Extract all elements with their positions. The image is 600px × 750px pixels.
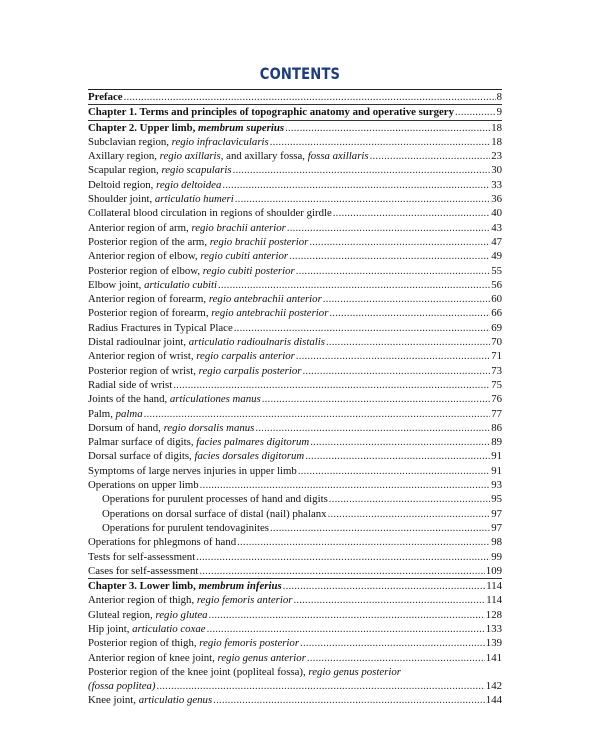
dot-leader [300, 636, 485, 650]
dot-leader [196, 550, 490, 564]
entry-title [88, 378, 172, 392]
toc-chapter-entry[interactable] [88, 90, 502, 104]
entry-title-latin: regio cubiti anterior [200, 250, 289, 263]
dot-leader [326, 335, 490, 349]
page-number: 71 [491, 350, 502, 363]
entry-title [88, 449, 304, 463]
toc-entry[interactable] [88, 593, 502, 607]
toc-entry[interactable] [88, 665, 502, 694]
dot-leader [298, 464, 490, 478]
entry-title-latin: (fossa poplitea) [88, 680, 156, 693]
entry-title [88, 478, 199, 492]
dot-leader [296, 264, 490, 278]
page-number: 114 [486, 594, 502, 607]
entry-title [88, 593, 292, 607]
entry-title [88, 105, 454, 119]
entry-title-latin: regio antebrachii anterior [208, 293, 322, 306]
toc-entry[interactable] [88, 206, 502, 220]
entry-title-text: Operations on upper limb [88, 479, 199, 492]
dot-leader [328, 507, 491, 521]
entry-title-text: Hip joint, [88, 622, 133, 635]
dot-leader [200, 478, 491, 492]
toc-entry[interactable] [88, 163, 502, 177]
entry-title-latin: regio glutea [155, 608, 208, 621]
entry-title [88, 608, 208, 622]
toc-entry[interactable] [88, 135, 502, 149]
toc-entry[interactable] [88, 235, 502, 249]
dot-leader [333, 206, 490, 220]
page-number: 43 [491, 221, 502, 234]
entry-title-text: Posterior region of the knee joint (popliteal fossa), [88, 665, 309, 678]
dot-leader [310, 435, 490, 449]
toc-entry[interactable] [88, 378, 502, 392]
page-number: 91 [491, 450, 502, 463]
dot-leader [255, 421, 490, 435]
entry-title [88, 636, 299, 650]
entry-title [88, 579, 282, 593]
entry-title-text: Subclavian region, [88, 135, 172, 148]
dot-leader [302, 364, 490, 378]
toc-entry[interactable] [88, 364, 502, 378]
page-number: 66 [491, 307, 502, 320]
entry-title-latin: regio brachii posterior [209, 235, 309, 248]
toc-entry[interactable] [88, 521, 502, 535]
entry-title-text: Scapular region, [88, 164, 162, 177]
entry-title-latin: articulatio cubiti [144, 278, 217, 291]
entry-title-text: Collateral blood circulation in regions of shoulder girdle [88, 207, 332, 220]
page-number: 97 [491, 507, 502, 520]
entry-title-text: Posterior region of the arm, [88, 235, 210, 248]
toc-entry[interactable] [88, 535, 502, 549]
entry-title [88, 121, 284, 135]
page-number: 56 [491, 278, 502, 291]
toc-entry[interactable] [88, 192, 502, 206]
page-number: 141 [485, 651, 502, 664]
entry-title-text: Posterior region of elbow, [88, 264, 203, 277]
page-number: 69 [491, 321, 502, 334]
entry-title [88, 693, 212, 707]
entry-title [88, 622, 206, 636]
entry-title [88, 163, 232, 177]
dot-leader [329, 306, 490, 320]
dot-leader [156, 679, 484, 693]
toc-entry[interactable] [88, 492, 502, 506]
dot-leader [370, 149, 491, 163]
page-number: 95 [491, 493, 502, 506]
toc-entry[interactable] [88, 264, 502, 278]
entry-title-text: Distal radioulnar joint, [88, 336, 189, 349]
entry-title [88, 335, 325, 349]
dot-leader [144, 407, 491, 421]
page-number: 144 [485, 694, 502, 707]
entry-title-text: Anterior region of forearm, [88, 293, 209, 306]
entry-title-latin: regio cubiti posterior [202, 264, 295, 277]
dot-leader [199, 564, 484, 578]
entry-title [88, 206, 332, 220]
toc-entry[interactable] [88, 278, 502, 292]
entry-title [88, 135, 269, 149]
entry-title [88, 278, 217, 292]
entry-title-latin: regio dorsalis manus [163, 421, 255, 434]
entry-title-latin: regio infraclavicularis [171, 135, 269, 148]
page-number: 60 [491, 293, 502, 306]
dot-leader [124, 90, 496, 104]
page-number: 142 [485, 680, 502, 693]
entry-title-latin: regio carpalis posterior [198, 364, 302, 377]
entry-title-latin: articulatio humeri [154, 193, 234, 206]
entry-title-latin: regio carpalis anterior [196, 350, 295, 363]
entry-title-text: Palm, [88, 407, 116, 420]
entry-title [88, 292, 322, 306]
toc-list [88, 90, 502, 708]
page-number: 18 [491, 121, 502, 134]
entry-title-text: Deltoid region, [88, 178, 157, 191]
entry-title-latin: regio femoris anterior [196, 594, 293, 607]
entry-title [88, 235, 308, 249]
entry-title [88, 321, 233, 335]
toc-entry[interactable] [88, 221, 502, 235]
dot-leader [309, 235, 490, 249]
toc-entry[interactable] [88, 392, 502, 406]
toc-entry[interactable] [88, 449, 502, 463]
page-number: 40 [491, 207, 502, 220]
dot-leader [270, 521, 490, 535]
entry-title-text: Operations for purulent tendovaginites [102, 521, 270, 534]
page-number: 139 [485, 637, 502, 650]
entry-title-text: Cases for self-assessment [88, 564, 199, 577]
page-number: 55 [491, 264, 502, 277]
entry-title-latin: fossa axillaris [307, 150, 369, 163]
entry-title-text: Symptoms of large nerves injuries in upper limb [88, 464, 297, 477]
entry-title-text: Preface [88, 91, 123, 103]
dot-leader [285, 121, 490, 135]
toc-entry[interactable] [88, 306, 502, 320]
entry-title [88, 364, 301, 378]
entry-title [88, 435, 309, 449]
entry-title [88, 464, 297, 478]
entry-title-text: Dorsal surface of digits, [88, 450, 195, 463]
entry-title-latin: regio scapularis [161, 164, 232, 177]
toc-entry[interactable] [88, 178, 502, 192]
entry-title [88, 407, 143, 421]
toc-entry[interactable] [88, 249, 502, 263]
entry-title-text: Shoulder joint, [88, 193, 155, 206]
entry-title [88, 90, 123, 104]
entry-title-text: Chapter 2. Upper limb, [88, 121, 198, 134]
dot-leader [287, 221, 490, 235]
page-title: CONTENTS [259, 64, 341, 83]
entry-title-text: Posterior region of forearm, [88, 307, 212, 320]
dot-leader [262, 392, 490, 406]
dot-leader [323, 292, 490, 306]
entry-title-latin: membrum superius [197, 121, 285, 134]
dot-leader [233, 163, 491, 177]
entry-title [88, 535, 236, 549]
entry-title [88, 264, 295, 278]
page-number: 98 [491, 536, 502, 549]
entry-title-text: Operations for phlegmons of hand [88, 536, 237, 549]
entry-title [88, 651, 306, 665]
dot-leader [283, 579, 486, 593]
toc-entry[interactable] [88, 321, 502, 335]
entry-title-latin: regio femoris posterior [199, 637, 300, 650]
dot-leader [296, 349, 490, 363]
entry-title-latin: regio deltoidea [156, 178, 222, 191]
entry-title-text: Anterior region of elbow, [88, 250, 201, 263]
entry-title-latin: regio genus anterior [217, 651, 306, 664]
toc-entry[interactable] [88, 693, 502, 707]
dot-leader [270, 135, 490, 149]
dot-leader [207, 622, 485, 636]
toc-entry[interactable] [88, 651, 502, 665]
toc-entry[interactable] [88, 464, 502, 478]
dot-leader [305, 449, 490, 463]
page-number: 133 [485, 622, 502, 635]
entry-title-text: Anterior region of arm, [88, 221, 192, 234]
toc-entry[interactable] [88, 435, 502, 449]
toc-entry[interactable] [88, 292, 502, 306]
toc-entry[interactable] [88, 149, 502, 163]
entry-title-text: Anterior region of wrist, [88, 350, 197, 363]
dot-leader [307, 651, 485, 665]
entry-title [88, 392, 261, 406]
page-number: 109 [485, 564, 502, 577]
entry-title-text: Chapter 3. Lower limb, [88, 580, 199, 593]
dot-leader [293, 593, 485, 607]
toc-entry[interactable] [88, 335, 502, 349]
page-number: 128 [485, 608, 502, 621]
entry-line-2 [88, 679, 502, 693]
entry-title-text: Elbow joint, [88, 278, 145, 291]
entry-title [88, 550, 195, 564]
page-number: 76 [491, 393, 502, 406]
toc-entry[interactable] [88, 421, 502, 435]
entry-title-text: Posterior region of wrist, [88, 364, 199, 377]
entry-title [88, 149, 369, 163]
toc-chapter-entry[interactable] [88, 578, 502, 593]
dot-leader [237, 535, 490, 549]
page-number: 36 [491, 193, 502, 206]
entry-title-latin: articulatio coxae [132, 622, 206, 635]
dot-leader [455, 105, 496, 119]
entry-title [88, 421, 254, 435]
entry-title [88, 249, 288, 263]
page-number: 75 [491, 378, 502, 391]
page-number: 73 [491, 364, 502, 377]
entry-title-text: and axillary fossa, [223, 150, 308, 163]
page-number: 49 [491, 250, 502, 263]
dot-leader [213, 693, 485, 707]
entry-title-latin: regio brachii anterior [191, 221, 286, 234]
toc-entry[interactable] [88, 622, 502, 636]
dot-leader [329, 492, 490, 506]
page-number: 23 [491, 150, 502, 163]
toc-entry[interactable] [88, 608, 502, 622]
dot-leader [218, 278, 490, 292]
page-number: 9 [496, 106, 502, 119]
page-number: 33 [491, 178, 502, 191]
entry-title-text: Knee joint, [88, 694, 139, 707]
entry-title-latin: articulatio genus [138, 694, 213, 707]
page-number: 86 [491, 421, 502, 434]
toc-entry[interactable] [88, 507, 502, 521]
toc-chapter-entry[interactable] [88, 120, 502, 135]
page-number: 99 [491, 550, 502, 563]
entry-title-text: Chapter 1. Terms and principles of topographic anatomy and operative surgery [88, 106, 455, 119]
entry-title [88, 349, 295, 363]
entry-title [88, 564, 198, 578]
entry-title-text: Operations on dorsal surface of distal (nail) phalanx [102, 507, 327, 520]
toc-entry[interactable] [88, 564, 502, 578]
dot-leader [209, 608, 485, 622]
entry-title [88, 507, 327, 521]
page-number: 97 [491, 521, 502, 534]
toc-entry[interactable] [88, 636, 502, 650]
dot-leader [222, 178, 490, 192]
entry-title-latin: palma [115, 407, 143, 420]
entry-title [88, 192, 234, 206]
entry-title-text: Tests for self-assessment [88, 550, 196, 563]
toc-entry[interactable] [88, 478, 502, 492]
page-number: 70 [491, 336, 502, 349]
page-number: 47 [491, 235, 502, 248]
entry-title-text: Axillary region, [88, 150, 160, 163]
page-number: 18 [491, 135, 502, 148]
entry-title-text: Anterior region of thigh, [88, 594, 197, 607]
entry-title-latin: articulatio radioulnaris distalis [188, 336, 325, 349]
entry-title-latin: facies dorsales digitorum [194, 450, 305, 463]
page-number: 8 [496, 91, 502, 103]
page-number: 91 [491, 464, 502, 477]
entry-title-text: Posterior region of thigh, [88, 637, 200, 650]
page-number: 89 [491, 436, 502, 449]
entry-title-text: Palmar surface of digits, [88, 436, 197, 449]
page-number: 114 [486, 580, 502, 593]
entry-title [88, 492, 328, 506]
entry-title-latin: membrum inferius [198, 580, 282, 593]
entry-line-1 [88, 665, 502, 679]
entry-title-latin: regio axillaris, [159, 150, 224, 163]
entry-title [88, 178, 221, 192]
dot-leader [234, 321, 490, 335]
entry-title-text: Gluteal region, [88, 608, 156, 621]
toc-entry[interactable] [88, 349, 502, 363]
entry-title-text: Joints of the hand, [88, 393, 170, 406]
entry-title [88, 306, 328, 320]
entry-title-latin: facies palmares digitorum [196, 436, 310, 449]
toc-entry[interactable] [88, 550, 502, 564]
table-of-contents [88, 89, 502, 708]
dot-leader [289, 249, 490, 263]
entry-title-text: Operations for purulent processes of hand and digits [102, 493, 328, 506]
entry-title [88, 521, 269, 535]
entry-title-latin: articulationes manus [169, 393, 261, 406]
toc-chapter-entry[interactable] [88, 104, 502, 119]
dot-leader [173, 378, 490, 392]
dot-leader [235, 192, 490, 206]
entry-title [88, 221, 286, 235]
entry-title-latin: regio antebrachii posterior [211, 307, 329, 320]
page-number: 30 [491, 164, 502, 177]
page-number: 77 [491, 407, 502, 420]
page-number: 93 [491, 479, 502, 492]
entry-title-text: Anterior region of knee joint, [88, 651, 218, 664]
entry-title-text: Dorsum of hand, [88, 421, 164, 434]
entry-title-text: Radius Fractures in Typical Place [88, 321, 233, 334]
entry-title-latin: regio genus posterior [308, 665, 401, 678]
entry-title [88, 679, 155, 693]
entry-title-text: Radial side of wrist [88, 378, 173, 391]
toc-entry[interactable] [88, 407, 502, 421]
